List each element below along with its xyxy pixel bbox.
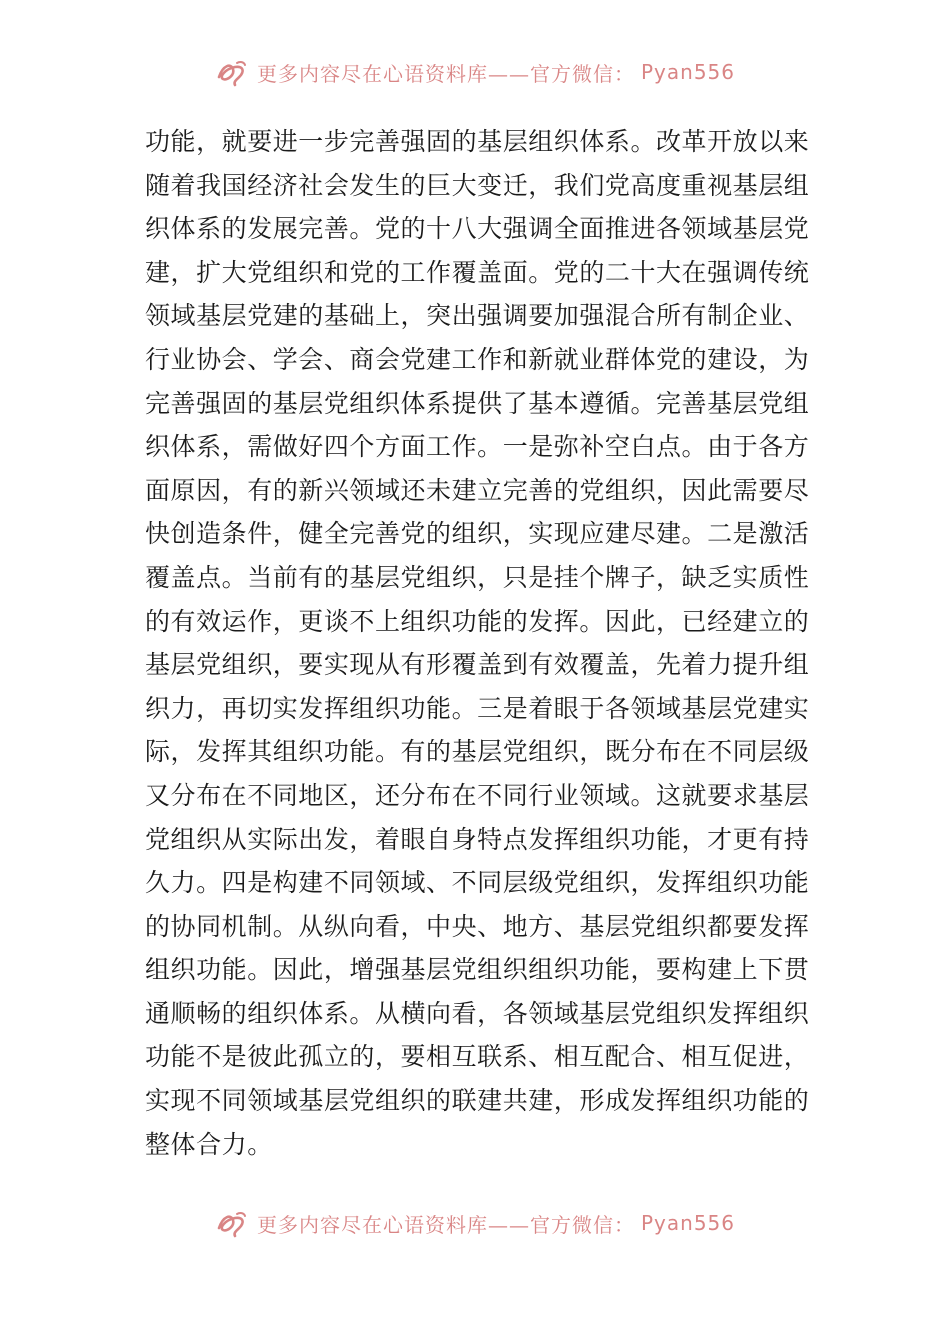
footer-watermark (0, 1206, 950, 1240)
paragraph-line: 整体合力。 (145, 1129, 273, 1159)
paragraph-line: 覆盖点。当前有的基层党组织，只是挂个牌子，缺乏实质性 (145, 562, 810, 592)
paragraph-line: 的有效运作，更谈不上组织功能的发挥。因此，已经建立的 (145, 606, 810, 636)
paragraph-line: 基层党组织，要实现从有形覆盖到有效覆盖，先着力提升组 (145, 650, 810, 680)
paragraph-line: 面原因，有的新兴领域还未建立完善的党组织，因此需要尽 (145, 475, 810, 505)
document-body (145, 120, 815, 1166)
paragraph-line: 快创造条件，健全完善党的组织，实现应建尽建。二是激活 (145, 519, 810, 549)
paragraph-line: 建，扩大党组织和党的工作覆盖面。党的二十大在强调传统 (145, 257, 810, 287)
watermark-slogan: 更多内容尽在心语资料库——官方微信： (256, 61, 635, 86)
watermark-slogan: 更多内容尽在心语资料库——官方微信： (256, 1212, 635, 1237)
paragraph-line: 织体系的发展完善。党的十八大强调全面推进各领域基层党 (145, 214, 810, 244)
paragraph-line: 组织功能。因此，增强基层党组织组织功能，要构建上下贯 (145, 955, 810, 985)
paragraph-line: 通顺畅的组织体系。从横向看，各领域基层党组织发挥组织 (145, 998, 810, 1028)
script-logo-icon (215, 57, 249, 87)
paragraph-line: 织体系，需做好四个方面工作。一是弥补空白点。由于各方 (145, 432, 810, 462)
paragraph-line: 实现不同领域基层党组织的联建共建，形成发挥组织功能的 (145, 1086, 810, 1116)
paragraph-line: 功能不是彼此孤立的，要相互联系、相互配合、相互促进， (145, 1042, 810, 1072)
paragraph-line: 织力，再切实发挥组织功能。三是着眼于各领域基层党建实 (145, 693, 810, 723)
watermark-account: Pyan556 (640, 1211, 735, 1235)
paragraph-line: 功能，就要进一步完善强固的基层组织体系。改革开放以来 (145, 127, 810, 156)
header-watermark (0, 55, 950, 89)
paragraph-line: 际，发挥其组织功能。有的基层党组织，既分布在不同层级 (145, 737, 810, 767)
paragraph-line: 的协同机制。从纵向看，中央、地方、基层党组织都要发挥 (145, 911, 810, 941)
paragraph-line: 又分布在不同地区，还分布在不同行业领域。这就要求基层 (145, 780, 810, 810)
paragraph-line: 行业协会、学会、商会党建工作和新就业群体党的建设，为 (145, 344, 810, 374)
script-logo-icon (215, 1208, 249, 1238)
paragraph-line: 久力。四是构建不同领域、不同层级党组织，发挥组织功能 (145, 868, 810, 898)
paragraph-line: 随着我国经济社会发生的巨大变迁，我们党高度重视基层组 (145, 170, 810, 200)
paragraph-line: 完善强固的基层党组织体系提供了基本遵循。完善基层党组 (145, 388, 810, 418)
watermark-account: Pyan556 (640, 60, 735, 84)
paragraph-line: 党组织从实际出发，着眼自身特点发挥组织功能，才更有持 (145, 824, 810, 854)
paragraph-line: 领域基层党建的基础上，突出强调要加强混合所有制企业、 (145, 301, 810, 331)
